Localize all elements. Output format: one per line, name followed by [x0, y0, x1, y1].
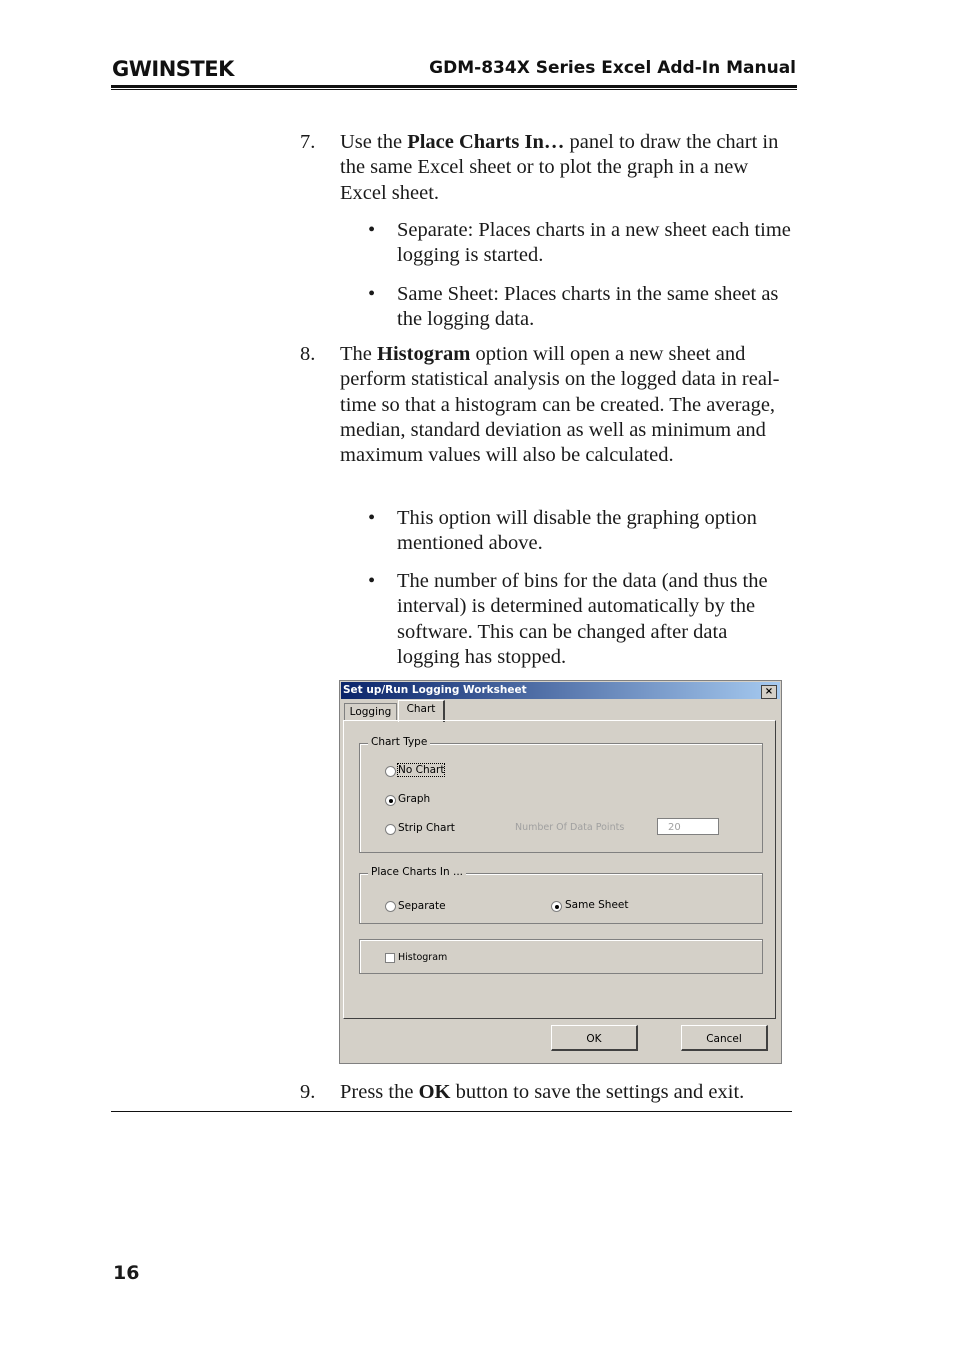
separate-radio[interactable]	[385, 901, 396, 912]
bullet-dot: •	[368, 283, 376, 305]
bullet-text: Same Sheet: Places charts in the same sheet as the logging data.	[397, 283, 779, 331]
step-number: 8.	[300, 343, 316, 365]
bullet-text: Separate: Places charts in a new sheet each time logging is started.	[397, 219, 791, 267]
step-text-pre: Press the	[340, 1081, 419, 1103]
step-text	[340, 1080, 785, 1105]
step-text-post: option will open a new sheet and perform statistical analysis on the logged data in real-time so that a histogram can be created. The average, median, standard deviation as well as minimum and maximum values will also be calculated.	[340, 343, 780, 467]
histogram-label[interactable]: Histogram	[398, 952, 448, 963]
step-text	[340, 130, 785, 206]
footer-rule	[111, 1111, 792, 1112]
graph-label[interactable]: Graph	[398, 793, 431, 805]
step-text-pre: Use the	[340, 131, 408, 153]
step-number: 7.	[300, 131, 316, 153]
bullet-dot: •	[368, 570, 376, 592]
step-text-bold: Place Charts In…	[407, 131, 565, 153]
header-rule-thin	[111, 89, 797, 90]
no-chart-radio[interactable]	[385, 766, 396, 777]
header-rule	[111, 85, 797, 88]
step-text	[340, 342, 785, 468]
dialog-title-bar	[341, 682, 780, 699]
close-icon[interactable]: ×	[761, 685, 777, 699]
cancel-button[interactable]: Cancel	[681, 1025, 768, 1051]
bullet-text: The number of bins for the data (and thus the interval) is determined automatically by the software. This can be changed after data logging has stopped.	[397, 570, 768, 668]
strip-chart-radio[interactable]	[385, 824, 396, 835]
place-charts-group	[359, 866, 763, 924]
separate-label[interactable]: Separate	[398, 900, 446, 912]
step-number: 9.	[300, 1081, 316, 1103]
chart-tab-panel	[343, 720, 776, 1019]
document-title: GDM-834X Series Excel Add-In Manual	[429, 58, 796, 78]
dialog-title: Set up/Run Logging Worksheet	[343, 684, 527, 696]
graph-radio[interactable]	[385, 795, 396, 806]
page-number: 16	[113, 1262, 140, 1284]
no-chart-label[interactable]: No Chart	[398, 764, 445, 776]
data-points-input[interactable]: 20	[657, 818, 719, 835]
step-text-post: panel to draw the chart in the same Excel sheet or to plot the graph in a new Excel sheet.	[340, 131, 779, 204]
histogram-group	[359, 939, 763, 974]
bullet-dot: •	[368, 219, 376, 241]
tab-logging[interactable]: Logging	[344, 703, 397, 721]
tab-chart[interactable]: Chart	[398, 700, 445, 722]
bullet-dot: •	[368, 507, 376, 529]
same-sheet-label[interactable]: Same Sheet	[565, 899, 629, 911]
step-text-post: button to save the settings and exit.	[450, 1081, 745, 1103]
chart-type-group	[359, 736, 763, 853]
step-text-pre: The	[340, 343, 377, 365]
strip-chart-label[interactable]: Strip Chart	[398, 822, 455, 834]
data-points-label: Number Of Data Points	[515, 822, 625, 833]
chart-type-label: Chart Type	[368, 736, 430, 748]
logging-worksheet-dialog	[339, 680, 782, 1064]
brand-logo: GWINSTEK	[112, 57, 234, 81]
step-text-bold: OK	[418, 1081, 451, 1103]
same-sheet-radio[interactable]	[551, 901, 562, 912]
place-charts-label: Place Charts In ...	[368, 866, 466, 878]
histogram-checkbox[interactable]	[385, 953, 395, 963]
step-text-bold: Histogram	[377, 343, 471, 365]
ok-button[interactable]: OK	[551, 1025, 638, 1051]
bullet-text: This option will disable the graphing option mentioned above.	[397, 507, 757, 555]
